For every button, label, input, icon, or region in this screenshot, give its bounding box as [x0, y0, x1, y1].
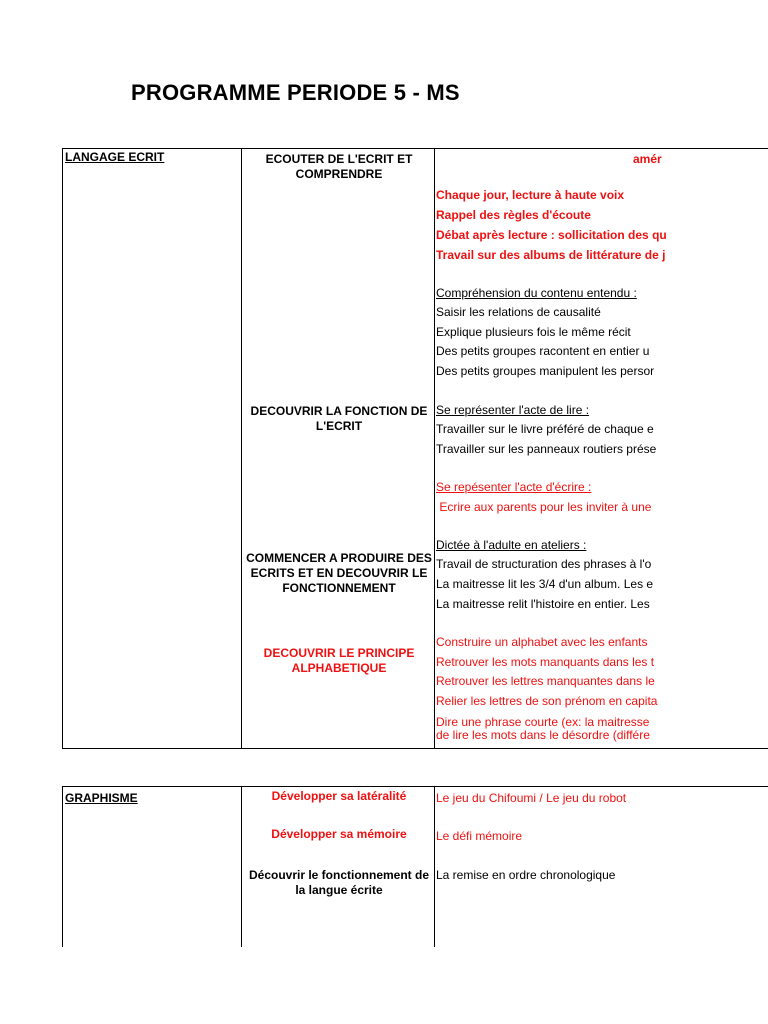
activity-line: La maitresse relit l'histoire en entier. Les [436, 597, 650, 611]
activity-line: La maitresse lit les 3/4 d'un album. Les e [436, 577, 654, 591]
competence-ecouter: ECOUTER DE L'ECRIT ET COMPRENDRE [265, 152, 413, 181]
activity-line: Travailler sur les panneaux routiers prése [436, 442, 657, 456]
activity-heading: Se repésenter l'acte d'écrire : [436, 480, 592, 494]
activity-heading: Dictée à l'adulte en ateliers : [436, 538, 587, 552]
activity-line: Ecrire aux parents pour les inviter à une [436, 500, 652, 514]
activity-line: Le défi mémoire [436, 829, 523, 843]
col3-top-fragment: amér [633, 152, 662, 166]
activity-line: Des petits groupes racontent en entier u [436, 344, 650, 358]
activity-line: Construire un alphabet avec les enfants [436, 635, 648, 649]
competence-memoire: Développer sa mémoire [271, 827, 407, 841]
activity-line: Saisir les relations de causalité [436, 305, 601, 319]
activity-line: de lire les mots dans le désordre (différe [436, 728, 650, 742]
activity-line: Dire une phrase courte (ex: la maitresse [436, 715, 650, 729]
competence-produire-ecrits: COMMENCER A PRODUIRE DES ECRITS ET EN DECOUVRIR LE FONCTIONNEMENT [246, 551, 432, 595]
activity-line: Débat après lecture : sollicitation des qu [436, 228, 667, 242]
activity-line: Chaque jour, lecture à haute voix [436, 188, 625, 202]
activity-line: Explique plusieurs fois le même récit [436, 325, 631, 339]
activity-line: Rappel des règles d'écoute [436, 208, 591, 222]
activity-line: Travail sur des albums de littérature de j [436, 248, 666, 262]
page-title: PROGRAMME PERIODE 5 - MS [131, 80, 460, 105]
activity-heading: Compréhension du contenu entendu : [436, 286, 637, 300]
activity-line: Retrouver les mots manquants dans les t [436, 655, 655, 669]
langage-ecrit-table [62, 148, 768, 749]
activity-line: Relier les lettres de son prénom en capita [436, 694, 658, 708]
activity-line: Le jeu du Chifoumi / Le jeu du robot [436, 791, 627, 805]
category-label: LANGAGE ECRIT [65, 150, 165, 164]
competence-langue-ecrite: Découvrir le fonctionnement de la langue écrite [248, 868, 430, 897]
graphisme-table [62, 786, 768, 947]
category-label: GRAPHISME [65, 791, 138, 805]
activity-heading: Se représenter l'acte de lire : [436, 403, 590, 417]
activity-line: Retrouver les lettres manquantes dans le [436, 674, 655, 688]
activity-line: Des petits groupes manipulent les persor [436, 364, 655, 378]
competence-fonction-ecrit: DECOUVRIR LA FONCTION DE L'ECRIT [250, 404, 428, 433]
activity-line: Travailler sur le livre préféré de chaque e [436, 422, 654, 436]
competence-principe-alphabetique: DECOUVRIR LE PRINCIPE ALPHABETIQUE [263, 646, 415, 675]
competence-lateralite: Développer sa latéralité [271, 789, 407, 803]
activity-line: La remise en ordre chronologique [436, 868, 616, 882]
activity-line: Travail de structuration des phrases à l'o [436, 557, 652, 571]
